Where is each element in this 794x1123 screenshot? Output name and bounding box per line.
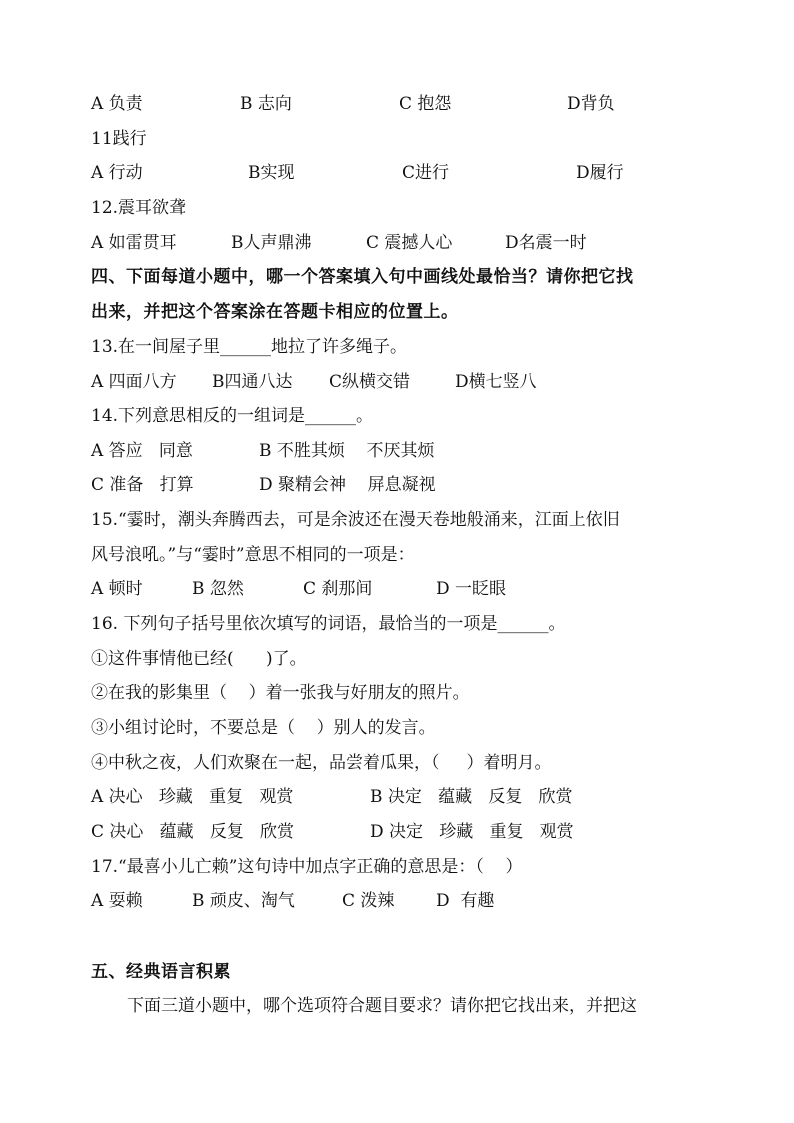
q15-stem-line1: 15.“霎时，潮头奔腾西去，可是余波还在漫天卷地般涌来，江面上依旧 [91,510,620,530]
q10-option-a[interactable]: A 负责 [91,94,143,114]
q13-option-d[interactable]: D横七竖八 [455,372,537,392]
q17-option-a[interactable]: A 耍赖 [91,891,143,911]
q16-option-a[interactable]: A 决心 珍藏 重复 观赏 [91,787,294,807]
q16-sentence-4: ④中秋之夜，人们欢聚在一起，品尝着瓜果，（ ）着明月。 [91,753,552,773]
q14-option-d[interactable]: D 聚精会神 屏息凝视 [259,475,436,495]
q11-option-c[interactable]: C进行 [402,163,450,183]
section4-heading-line1: 四、下面每道小题中，哪一个答案填入句中画线处最恰当？请你把它找 [91,267,634,287]
q12-option-c[interactable]: C 震撼人心 [366,233,453,253]
q10-option-c[interactable]: C 抱怨 [399,94,452,114]
q12-option-a[interactable]: A 如雷贯耳 [91,233,177,253]
q17-option-b[interactable]: B 顽皮、淘气 [192,891,295,911]
q16-sentence-2: ②在我的影集里（ ）着一张我与好朋友的照片。 [91,683,470,703]
q15-stem-line2: 风号浪吼。”与“霎时”意思不相同的一项是： [91,545,415,565]
q16-stem: 16. 下列句子括号里依次填写的词语，最恰当的一项是______。 [91,614,566,634]
q11-stem: 11践行 [91,129,147,149]
q11-option-a[interactable]: A 行动 [91,163,143,183]
q16-option-d[interactable]: D 决定 珍藏 重复 观赏 [370,822,574,842]
q14-option-b[interactable]: B 不胜其烦 不厌其烦 [259,441,435,461]
q17-stem: 17.“最喜小儿亡赖”这句诗中加点字正确的意思是：（ ） [91,857,523,877]
q12-option-d[interactable]: D名震一时 [505,233,587,253]
q11-option-b[interactable]: B实现 [248,163,295,183]
q15-option-c[interactable]: C 刹那间 [303,579,373,599]
q13-stem: 13.在一间屋子里______地拉了许多绳子。 [91,337,408,357]
q16-sentence-3: ③小组讨论时，不要总是（ ）别人的发言。 [91,718,436,738]
q14-option-c[interactable]: C 准备 打算 [91,475,194,495]
q12-option-b[interactable]: B人声鼎沸 [231,233,312,253]
q14-option-a[interactable]: A 答应 同意 [91,441,193,461]
section4-heading-line2: 出来，并把这个答案涂在答题卡相应的位置上。 [91,302,459,322]
q15-option-d[interactable]: D 一眨眼 [436,579,507,599]
q14-stem: 14.下列意思相反的一组词是______。 [91,406,374,426]
q15-option-b[interactable]: B 忽然 [192,579,244,599]
q10-option-d[interactable]: D背负 [567,94,615,114]
q11-option-d[interactable]: D履行 [576,163,624,183]
q13-option-c[interactable]: C纵横交错 [329,372,411,392]
section5-intro: 下面三道小题中，哪个选项符合题目要求？请你把它找出来，并把这 [127,996,637,1016]
q13-option-b[interactable]: B四通八达 [212,372,293,392]
q16-sentence-1: ①这件事情他已经( )了。 [91,649,307,669]
q15-option-a[interactable]: A 顿时 [91,579,143,599]
q13-option-a[interactable]: A 四面八方 [91,372,177,392]
q16-option-c[interactable]: C 决心 蕴藏 反复 欣赏 [91,822,295,842]
q16-option-b[interactable]: B 决定 蕴藏 反复 欣赏 [370,787,573,807]
q10-option-b[interactable]: B 志向 [240,94,292,114]
q17-option-d[interactable]: D 有趣 [436,891,495,911]
q17-option-c[interactable]: C 泼辣 [342,891,395,911]
q12-stem: 12.震耳欲聋 [91,198,187,218]
section5-heading: 五、经典语言积累 [91,962,231,982]
